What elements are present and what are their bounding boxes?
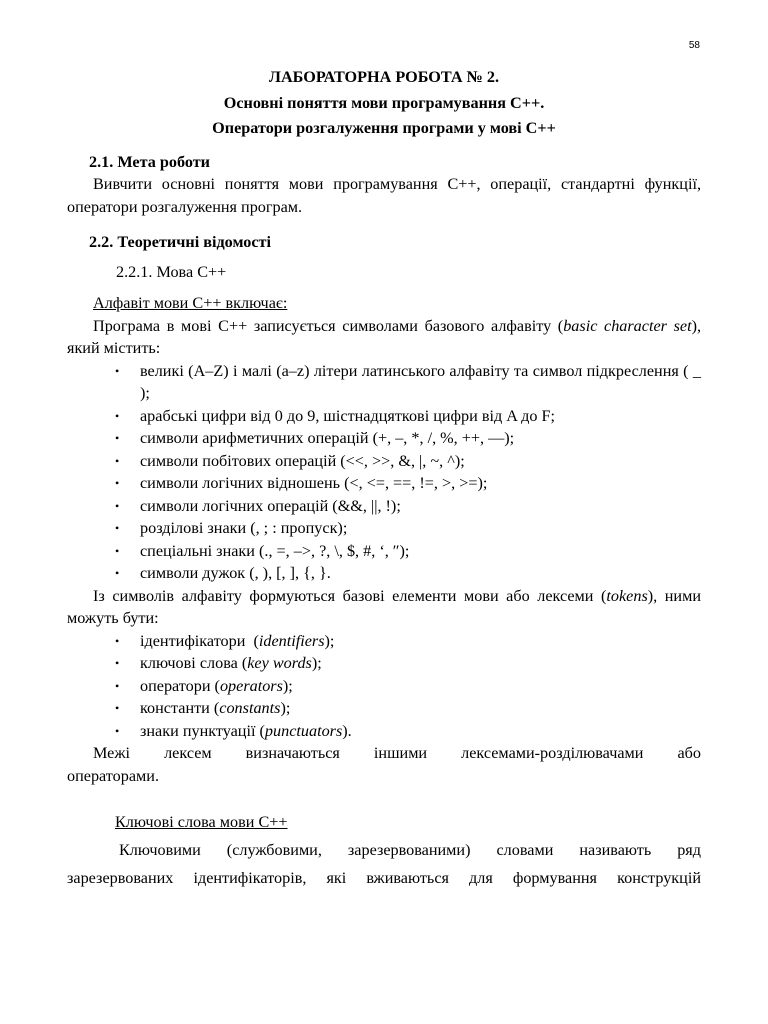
- list-item: [67, 652, 701, 675]
- token-tail: );: [280, 699, 291, 717]
- list-item: • спеціальні знаки (., =, –>, ?, \, $, #, ‘, ″);: [67, 540, 701, 563]
- list-item: • символи логічних операцій (&&, ||, !);: [67, 495, 701, 518]
- lab-title: ЛАБОРАТОРНА РОБОТА № 2.: [268, 68, 500, 86]
- tokens-intro-paragraph: [67, 585, 701, 630]
- subsection-heading-cpp: 2.2.1. Мова С++: [116, 262, 227, 281]
- alphabet-intro-start: Програма в мові С++ записується символами базового алфавіту (: [93, 316, 564, 335]
- lab-subtitle-1: Основні поняття мови програмування С++.: [223, 93, 545, 112]
- token-tail: );: [282, 676, 293, 695]
- token-label: оператори (: [140, 676, 220, 695]
- section-heading-goal: 2.1. Мета роботи: [89, 152, 211, 171]
- token-tail: );: [311, 654, 322, 672]
- token-term: punctuators: [264, 721, 343, 740]
- keywords-heading-line: [115, 811, 701, 834]
- list-item: • розділові знаки (, ; : пропуск);: [67, 517, 701, 540]
- token-tail: );: [324, 631, 335, 650]
- goal-paragraph: [67, 173, 701, 218]
- alphabet-heading-line: [93, 292, 701, 315]
- goal-text: Вивчити основні поняття мови програмування С++, операції, стандартні функції, оператори розгалуження програм.: [67, 175, 701, 216]
- tokens-outro-paragraph: [67, 742, 701, 787]
- alphabet-heading: Алфавіт мови С++ включає:: [93, 294, 288, 312]
- token-term: constants: [219, 699, 281, 717]
- token-term: operators: [219, 676, 283, 695]
- section-heading-theory: 2.2. Теоретичні відомості: [89, 233, 272, 251]
- token-tail: ).: [342, 721, 352, 740]
- list-item: [67, 720, 701, 743]
- alphabet-list: [67, 360, 701, 585]
- alphabet-intro-paragraph: [67, 315, 701, 360]
- list-item: • символи дужок (, ), [, ], {, }.: [67, 562, 701, 585]
- page-number: 58: [688, 40, 700, 51]
- list-item: • символи побітових операцій (<<, >>, &, |, ~, ^);: [67, 450, 701, 473]
- alphabet-intro-end: ), який містить:: [67, 316, 701, 357]
- tokens-outro-text: Межі лексем визначаються іншими лексемами-розділювачами або операторами.: [67, 744, 701, 785]
- list-item: • символи логічних відношень (<, <=, ==, !=, >, >=);: [67, 472, 701, 495]
- page-content: [67, 66, 701, 892]
- alphabet-intro-term: basic character set: [563, 316, 692, 335]
- token-label: константи (: [140, 699, 220, 717]
- keywords-heading: Ключові слова мови С++: [115, 813, 288, 831]
- tokens-intro-start: Із символів алфавіту формуються базові елементи мови або лексеми (: [93, 586, 607, 605]
- token-label: знаки пунктуації (: [140, 721, 265, 740]
- token-label: ідентифікатори (: [140, 631, 259, 650]
- list-item: • символи арифметичних операцій (+, –, *, /, %, ++, —);: [67, 427, 701, 450]
- lab-subtitle-2: Оператори розгалуження програми у мові С++: [212, 119, 556, 137]
- list-item: • великі (A–Z) і малі (a–z) літери латинського алфавіту та символ підкреслення ( _ );: [67, 360, 701, 405]
- tokens-intro-term: tokens: [606, 586, 648, 605]
- token-label: ключові слова (: [140, 654, 248, 672]
- token-term: key words: [247, 654, 312, 672]
- list-item: [67, 675, 701, 698]
- token-term: identifiers: [258, 631, 325, 650]
- list-item: • арабські цифри від 0 до 9, шістнадцяткові цифри від A до F;: [67, 405, 701, 428]
- tokens-intro-end: ), ними можуть бути:: [67, 586, 701, 627]
- keywords-text: Ключовими (службовими, зарезервованими) словами називають ряд зарезервованих ідентифікаторів, які вживаються для формування конструкцій: [67, 840, 701, 887]
- list-item: [67, 697, 701, 720]
- tokens-list: [67, 630, 701, 743]
- keywords-paragraph: [67, 836, 701, 892]
- list-item: [67, 630, 701, 653]
